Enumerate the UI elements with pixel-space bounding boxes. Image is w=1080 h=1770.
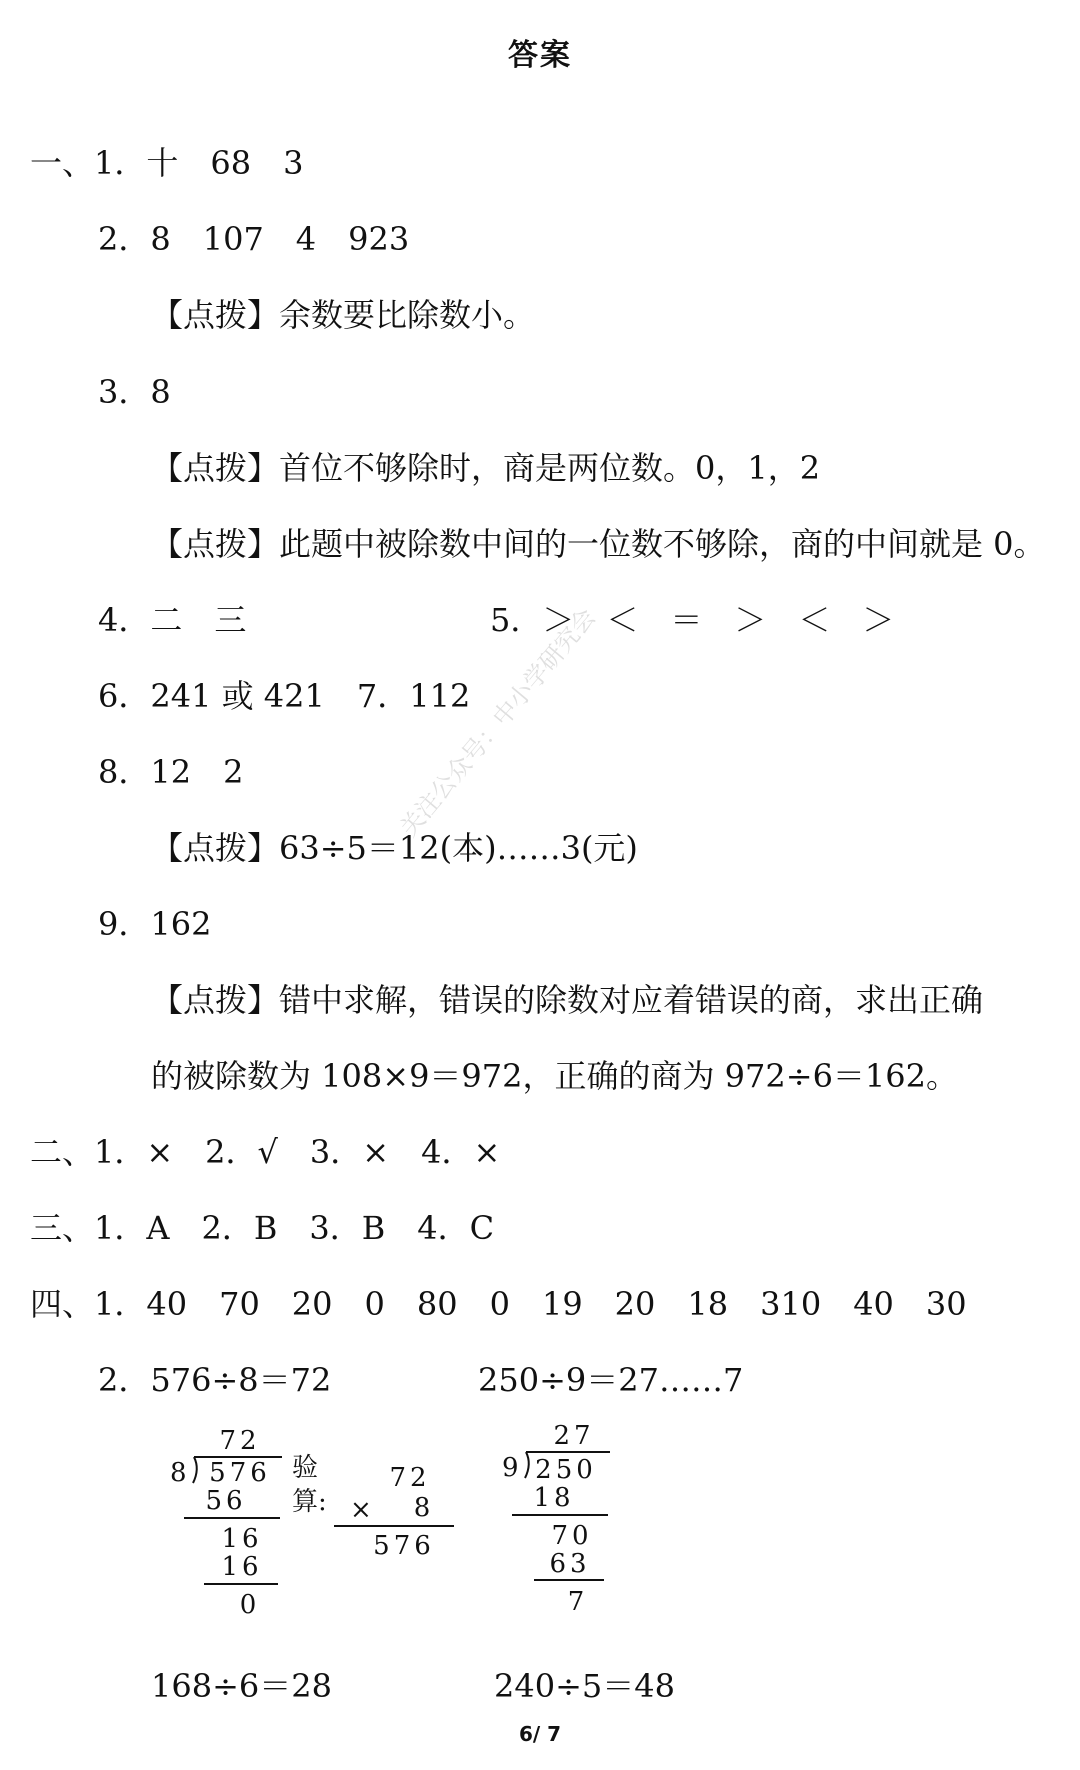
answer-line: 2．8 107 4 923 [98, 220, 410, 258]
product: 576 [373, 1531, 435, 1561]
remainder: 0 [239, 1590, 257, 1620]
answer-line: 2．576÷8＝72 [98, 1361, 332, 1399]
answer-line: 250÷9＝27……7 [478, 1361, 744, 1399]
multiplication-check [288, 1450, 458, 1570]
long-division-250-by-9 [494, 1420, 624, 1620]
answer-line: 9．162 [98, 905, 212, 943]
answer-line: 四、1．40 70 20 0 80 0 19 20 18 310 40 30 [30, 1285, 967, 1323]
long-division-576-by-8 [160, 1425, 290, 1625]
answer-line: 240÷5＝48 [494, 1667, 675, 1705]
page-number: 6/ 7 [518, 1722, 562, 1746]
remainder: 7 [567, 1587, 585, 1617]
partial-product: 16 [221, 1552, 263, 1582]
hint-line: 【点拨】错中求解，错误的除数对应着错误的商，求出正确 [151, 981, 984, 1019]
quotient: 27 [553, 1421, 595, 1451]
answer-line: 三、1．A 2．B 3．B 4．C [30, 1209, 495, 1247]
check-label: 验 [292, 1453, 319, 1483]
watermark: 关注公众号：中小学研究会 [394, 603, 602, 842]
partial-product: 63 [549, 1549, 591, 1579]
divisor: 8 [170, 1458, 187, 1488]
hint-line: 的被除数为 108×9＝972，正确的商为 972÷6＝162。 [151, 1057, 959, 1095]
check-label: 算: [292, 1487, 327, 1517]
hint-line: 【点拨】63÷5＝12(本)……3(元) [151, 829, 638, 867]
hint-line: 【点拨】余数要比除数小。 [151, 296, 536, 334]
partial-product: 56 [205, 1486, 247, 1516]
partial-product: 18 [533, 1483, 575, 1513]
answer-line: 二、1．× 2．√ 3．× 4．× [30, 1133, 501, 1171]
answer-line: 8．12 2 [98, 753, 244, 791]
answer-line: 4．二 三 [98, 601, 247, 639]
multiplicand: 72 [389, 1463, 431, 1493]
multiply-sign: × [350, 1495, 372, 1525]
answer-line: 一、1．十 68 3 [30, 144, 304, 182]
hint-line: 【点拨】首位不够除时，商是两位数。0，1，2 [151, 449, 821, 487]
quotient: 72 [219, 1426, 261, 1456]
partial-remainder: 16 [221, 1524, 263, 1554]
multiplier: 8 [413, 1493, 431, 1523]
answer-line: 6．241 或 421 7．112 [98, 677, 471, 715]
page-title: 答案 [508, 38, 572, 73]
dividend: 250 [535, 1455, 597, 1485]
hint-line: 【点拨】此题中被除数中间的一位数不够除，商的中间就是 0。 [151, 525, 1046, 563]
answer-line: 168÷6＝28 [151, 1667, 332, 1705]
partial-remainder: 70 [551, 1521, 593, 1551]
answer-line: 3．8 [98, 373, 171, 411]
divisor: 9 [502, 1453, 519, 1483]
answer-line: 5．＞ ＜ ＝ ＞ ＜ ＞ [490, 601, 895, 639]
dividend: 576 [209, 1458, 271, 1488]
